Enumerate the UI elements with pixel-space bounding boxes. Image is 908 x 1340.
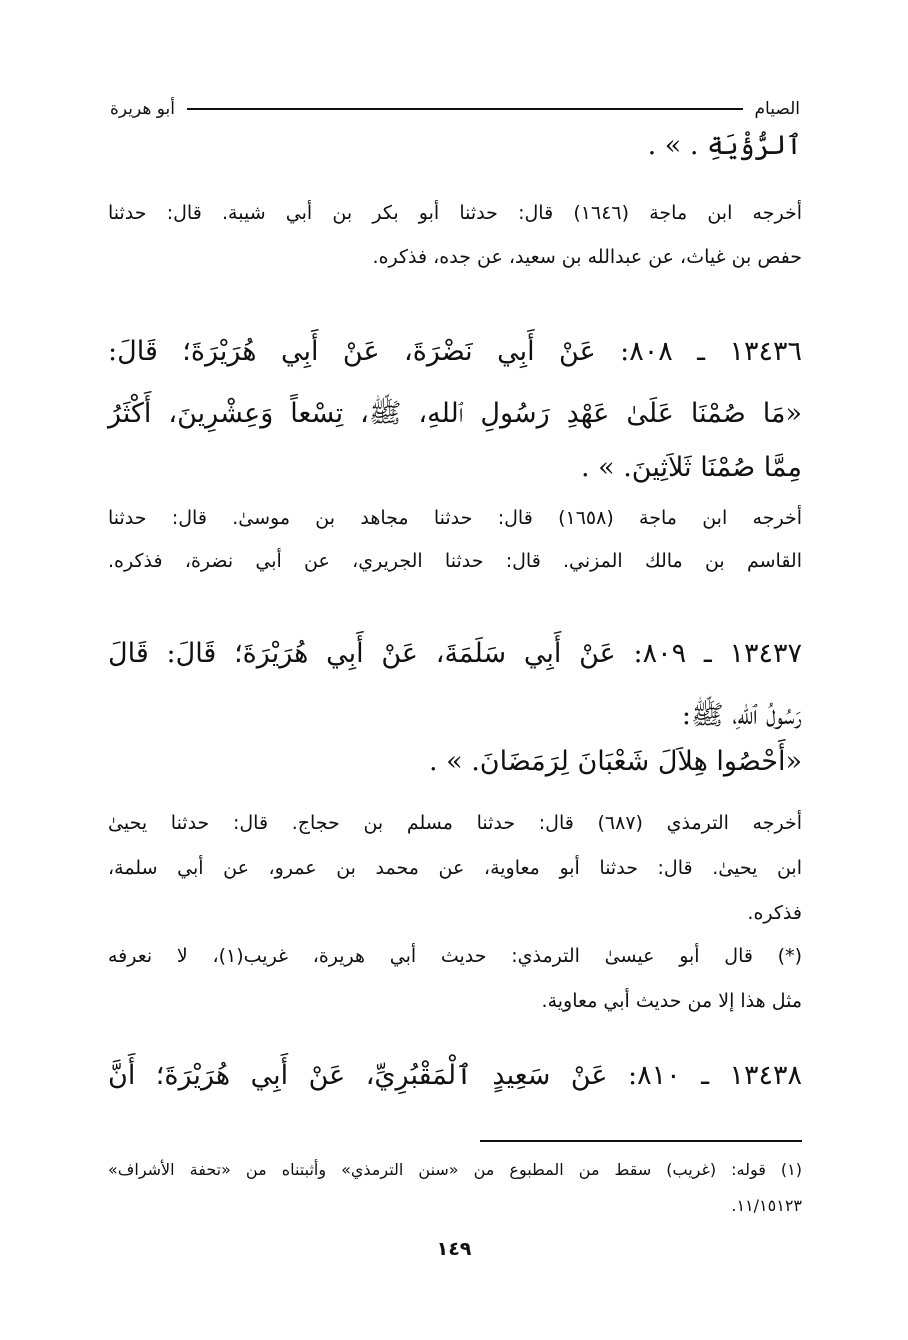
takhrij-line: حفص بن غياث، عن عبدالله بن سعيد، عن جده، فذكره.	[372, 246, 802, 268]
header-chapter: الصيام	[754, 99, 800, 119]
hadith-text-line: «مَا صُمْنَا عَلَىٰ عَهْدِ رَسُولِ ٱللهِ، ﷺ، تِسْعاً وَعِشْرِينَ، أَكْثَرُ	[108, 398, 802, 429]
takhrij-line: أخرجه الترمذي (٦٨٧) قال: حدثنا مسلم بن حجاج. قال: حدثنا يحيىٰ	[108, 812, 802, 834]
hadith-text-line: مِمَّا صُمْنَا ثَلاَثِينَ. » .	[580, 452, 802, 483]
running-header	[110, 94, 800, 124]
takhrij-line: القاسم بن مالك المزني. قال: حدثنا الجريري، عن أبي نضرة، فذكره.	[108, 550, 802, 572]
commentary-line: (*) قال أبو عيسىٰ الترمذي: حديث أبي هريرة، غريب(١)، لا نعرفه	[108, 945, 802, 967]
hadith-heading: ١٣٤٣٨ ـ ٨١٠: عَنْ سَعِيدٍ ٱلْمَقْبُرِيِّ، عَنْ أَبِي هُرَيْرَةَ؛ أَنَّ	[108, 1060, 802, 1091]
takhrij-line: فذكره.	[747, 902, 802, 924]
header-rule	[187, 108, 743, 110]
takhrij-line: أخرجه ابن ماجة (١٦٥٨) قال: حدثنا مجاهد بن موسىٰ. قال: حدثنا	[108, 507, 802, 529]
footnote-rule	[480, 1140, 802, 1142]
takhrij-line: أخرجه ابن ماجة (١٦٤٦) قال: حدثنا أبو بكر بن أبي شيبة. قال: حدثنا	[108, 202, 802, 224]
takhrij-line: ابن يحيىٰ. قال: حدثنا أبو معاوية، عن محمد بن عمرو، عن أبي سلمة،	[108, 857, 802, 879]
page-number: ١٤٩	[436, 1238, 472, 1260]
hadith-text-line: «أَحْصُوا هِلاَلَ شَعْبَانَ لِرَمَضَانَ. » .	[428, 746, 802, 777]
footnote-line: ١١/١٥١٢٣.	[731, 1196, 802, 1215]
hadith-continuation: ٱلرُّؤْيَةِ . » .	[647, 130, 802, 161]
footnote-line: (١) قوله: (غريب) سقط من المطبوع من «سنن الترمذي» وأثبتناه من «تحفة الأشراف»	[108, 1160, 802, 1179]
hadith-heading: ١٣٤٣٦ ـ ٨٠٨: عَنْ أَبِي نَضْرَةَ، عَنْ أَبِي هُرَيْرَةَ؛ قَالَ:	[108, 336, 802, 367]
commentary-line: مثل هذا إلا من حديث أبي معاوية.	[541, 990, 802, 1012]
hadith-text-line: رَسُولُ ٱللهِ، ﷺ:	[681, 700, 802, 731]
hadith-heading: ١٣٤٣٧ ـ ٨٠٩: عَنْ أَبِي سَلَمَةَ، عَنْ أَبِي هُرَيْرَةَ؛ قَالَ: قَالَ	[108, 638, 802, 669]
header-narrator: أبو هريرة	[110, 99, 176, 119]
